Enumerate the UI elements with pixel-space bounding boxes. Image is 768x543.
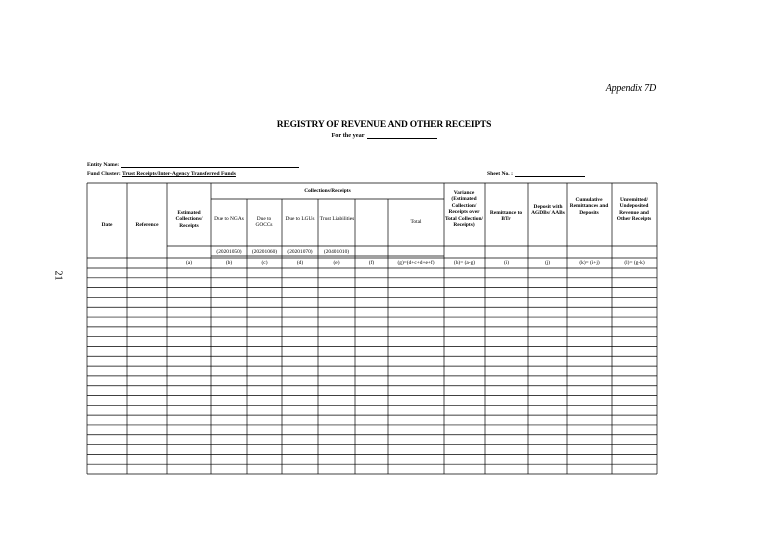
code-due-to-goccs: (20201060)	[251, 249, 278, 255]
header-trust-liabilities: Trust Liabilities	[319, 216, 355, 222]
header-variance: Variance (Estimated Collection/ Receipts over Total Collection/ Receipts)	[445, 190, 483, 229]
page-number: 21	[52, 270, 64, 281]
entity-name-label: Entity Name:	[87, 162, 120, 168]
column-letter: (j)	[544, 260, 551, 266]
sheet-number-label: Sheet No. :	[487, 171, 513, 177]
header-date: Date	[101, 222, 113, 228]
column-letter: (f)	[368, 260, 375, 266]
column-letter: (c)	[261, 260, 268, 266]
subtitle-text: For the year	[331, 132, 365, 139]
form-title: REGISTRY OF REVENUE AND OTHER RECEIPTS	[276, 120, 492, 130]
header-collections-receipts: Collections/Receipts	[304, 188, 351, 194]
header-cumulative: Cumulative Remittances and Deposits	[569, 197, 609, 216]
code-due-to-lgus: (20201070)	[287, 249, 313, 255]
column-letter: (i)	[503, 260, 510, 266]
column-letter: (l)= (g-k)	[624, 260, 645, 266]
column-letter: (a)	[186, 260, 192, 266]
column-letter: (e)	[333, 260, 340, 266]
header-due-to-goccs: Due to GOCCs	[255, 216, 273, 229]
header-deposit: Deposit with AGDBs/ AABs	[531, 204, 565, 217]
column-letter: (b)	[225, 260, 233, 266]
header-estimated-collections: Estimated Collections/ Receipts	[175, 210, 203, 229]
header-remittance-btr: Remittance to BTr	[489, 210, 523, 223]
sheet-number-row	[487, 171, 585, 177]
code-trust-liabilities: (20401010)	[323, 249, 350, 255]
year-blank	[367, 132, 437, 139]
fund-cluster-label: Fund Cluster:	[87, 171, 121, 177]
column-letter: (k)= (i+j)	[579, 260, 600, 266]
header-reference: Reference	[135, 222, 159, 228]
form-subtitle	[0, 132, 768, 139]
sheet-number-blank	[515, 171, 585, 177]
header-due-to-ngas: Due to NGAs	[214, 216, 244, 222]
code-due-to-ngas: (20201050)	[216, 249, 242, 255]
header-due-to-lgus: Due to LGUs	[285, 216, 315, 222]
entity-name-blank	[121, 162, 299, 168]
column-letter: (d)	[296, 260, 304, 266]
column-letter: (h)= (a-g)	[453, 260, 476, 266]
header-total: Total	[410, 219, 422, 225]
fund-cluster-row	[87, 171, 236, 177]
entity-name-row	[87, 162, 299, 168]
header-unremitted: Unremitted/ Undeposited Revenue and Other Receipts	[616, 197, 652, 223]
column-letter: (g)=(d+c+d+e+f)	[397, 260, 435, 266]
appendix-label: Appendix 7D	[605, 83, 656, 94]
fund-cluster-value: Trust Receipts/Inter-Agency Transferred Funds	[122, 171, 236, 177]
